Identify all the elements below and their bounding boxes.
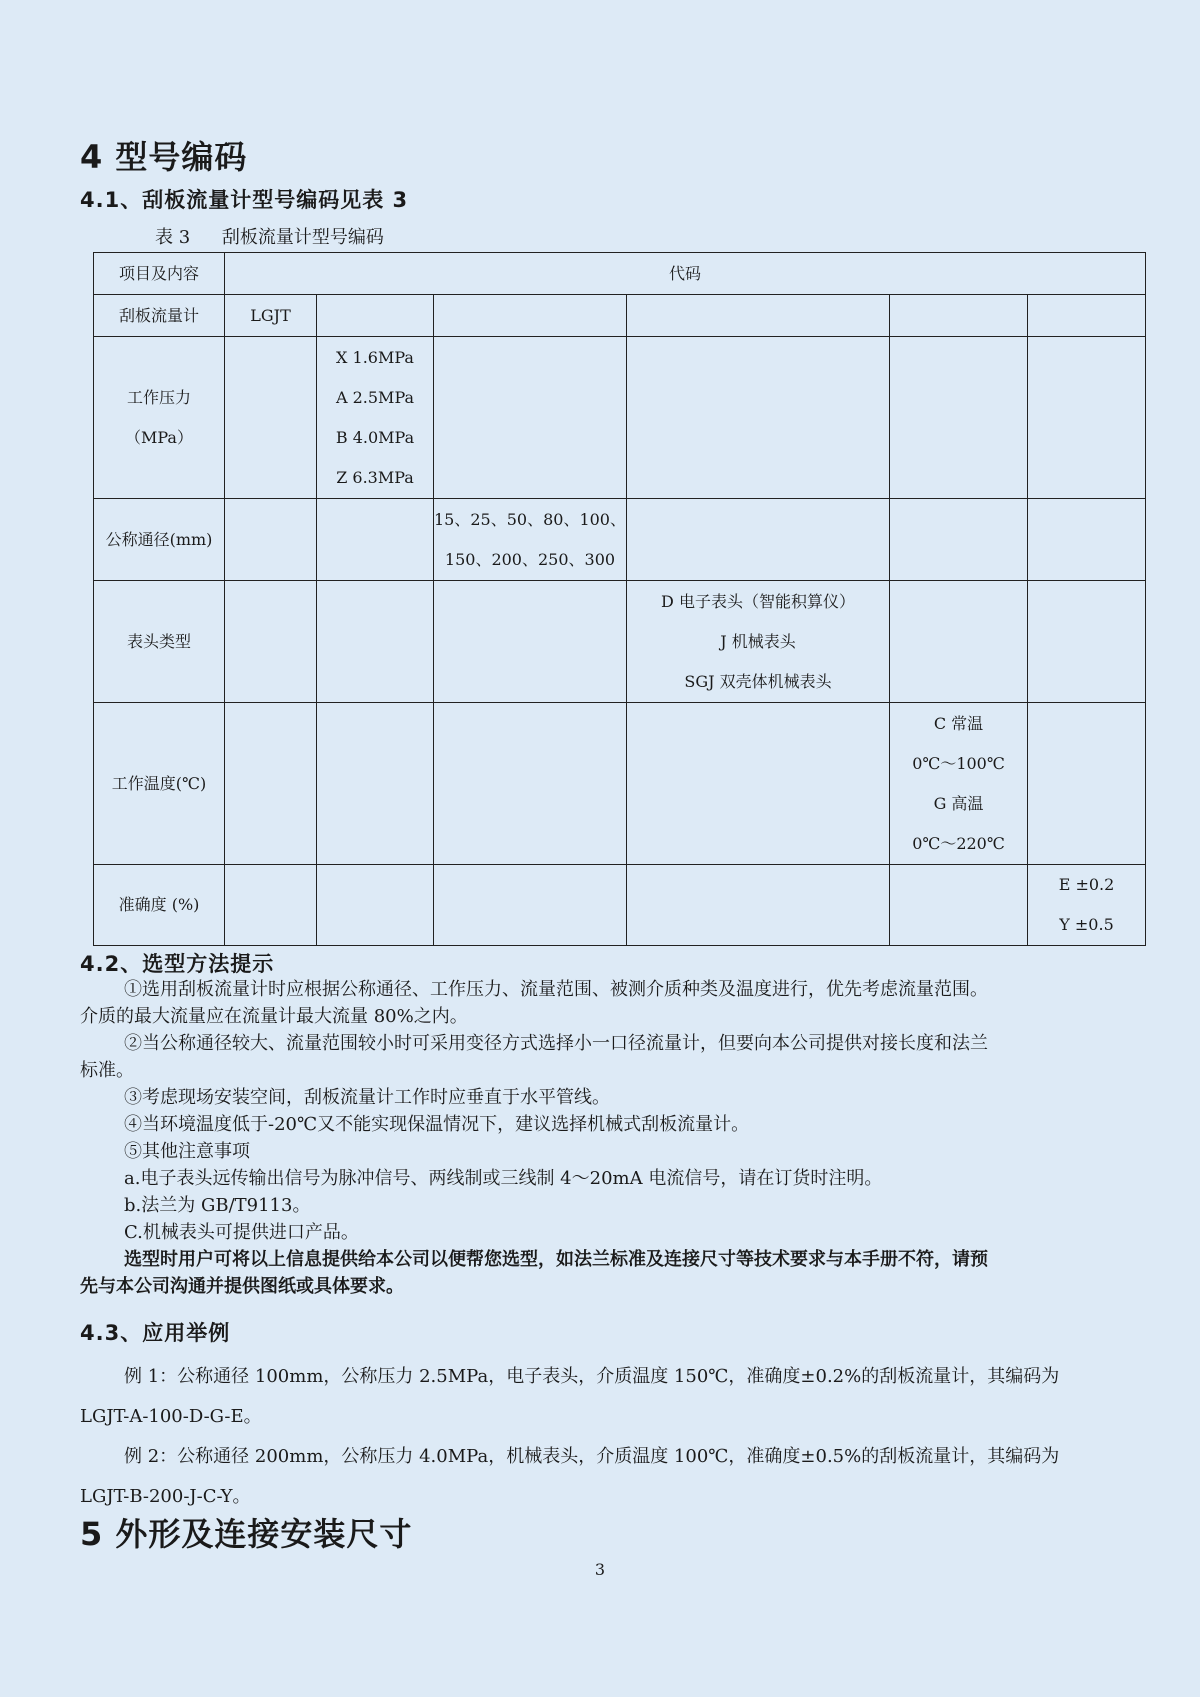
row-accuracy bbox=[94, 865, 1146, 946]
example-1-code: LGJT-A-100-D-G-E。 bbox=[80, 1406, 262, 1427]
section-4-1-title: 4.1、刮板流量计型号编码见表 3 bbox=[80, 188, 409, 212]
selection-tips: ①选用刮板流量计时应根据公称通径、工作压力、流量范围、被测介质种类及温度进行，优先考虑流量范围。 介质的最大流量应在流量计最大流量 80%之内。 ②当公称通径较大、流量范围较小时可采用变径方式选择小一口径流量计，但要向本公司提供对接长度和法兰 标准。 ③考虑现场安装空间，刮板流量计工作时应垂直于水平管线。 ④当环境温度低于-20℃又不能实现保温情况下，建议选择机械式刮板流量计。 ⑤其他注意事项 a.电子表头远传输出信号为脉冲信号、两线制或三线制 4～20mA 电流信号，请在订货时注明。 b.法兰为 GB/T9113。 C.机械表头可提供进口产品。 选型时用户可将以上信息提供给本公司以便帮您选型，如法兰标准及连接尺寸等技术要求与本手册不符，请预 先与本公司沟通并提供图纸或具体要求。 bbox=[80, 976, 1140, 1300]
example-1: 例 1：公称通径 100mm，公称压力 2.5MPa，电子表头，介质温度 150℃，准确度±0.2%的刮板流量计，其编码为 bbox=[124, 1366, 1060, 1387]
row-flowmeter-code: LGJT bbox=[225, 295, 317, 337]
page-number: 3 bbox=[594, 1560, 606, 1579]
row-accuracy-label: 准确度 (%) bbox=[94, 865, 225, 946]
section-4-2-title: 4.2、选型方法提示 bbox=[80, 952, 275, 976]
row-pressure-values: X 1.6MPa A 2.5MPa B 4.0MPa Z 6.3MPa bbox=[317, 337, 434, 499]
example-2: 例 2：公称通径 200mm，公称压力 4.0MPa，机械表头，介质温度 100℃，准确度±0.5%的刮板流量计，其编码为 bbox=[124, 1446, 1060, 1467]
row-head-type bbox=[94, 581, 1146, 703]
table-caption-number: 表 3 bbox=[155, 227, 191, 248]
row-diameter bbox=[94, 499, 1146, 581]
table-caption-text: 刮板流量计型号编码 bbox=[221, 227, 384, 248]
application-examples bbox=[80, 1357, 1140, 1517]
row-diameter-values: 15、25、50、80、100、 150、200、250、300 bbox=[434, 499, 627, 581]
row-pressure bbox=[94, 337, 1146, 499]
example-2-code: LGJT-B-200-J-C-Y。 bbox=[80, 1486, 251, 1507]
header-item-cell: 项目及内容 bbox=[94, 253, 225, 295]
row-temp-values: C 常温 0℃～100℃ G 高温 0℃～220℃ bbox=[890, 703, 1028, 865]
table-header-row bbox=[94, 253, 1146, 295]
section-5-title: 5 外形及连接安装尺寸 bbox=[80, 1515, 413, 1553]
row-temperature bbox=[94, 703, 1146, 865]
model-code-table bbox=[93, 252, 1146, 946]
table-caption bbox=[155, 223, 384, 249]
row-flowmeter-label: 刮板流量计 bbox=[94, 295, 225, 337]
row-pressure-label: 工作压力 （MPa） bbox=[94, 337, 225, 499]
section-4-title: 4 型号编码 bbox=[80, 138, 248, 176]
row-temp-label: 工作温度(℃) bbox=[94, 703, 225, 865]
row-head-values: D 电子表头（智能积算仪） J 机械表头 SGJ 双壳体机械表头 bbox=[627, 581, 890, 703]
row-accuracy-values: E ±0.2 Y ±0.5 bbox=[1028, 865, 1146, 946]
selection-note: 选型时用户可将以上信息提供给本公司以便帮您选型，如法兰标准及连接尺寸等技术要求与本手册不符，请预 bbox=[124, 1249, 988, 1270]
row-head-label: 表头类型 bbox=[94, 581, 225, 703]
row-diameter-label: 公称通径(mm) bbox=[94, 499, 225, 581]
header-code-cell: 代码 bbox=[225, 253, 1146, 295]
row-flowmeter bbox=[94, 295, 1146, 337]
section-4-3-title: 4.3、应用举例 bbox=[80, 1321, 231, 1345]
